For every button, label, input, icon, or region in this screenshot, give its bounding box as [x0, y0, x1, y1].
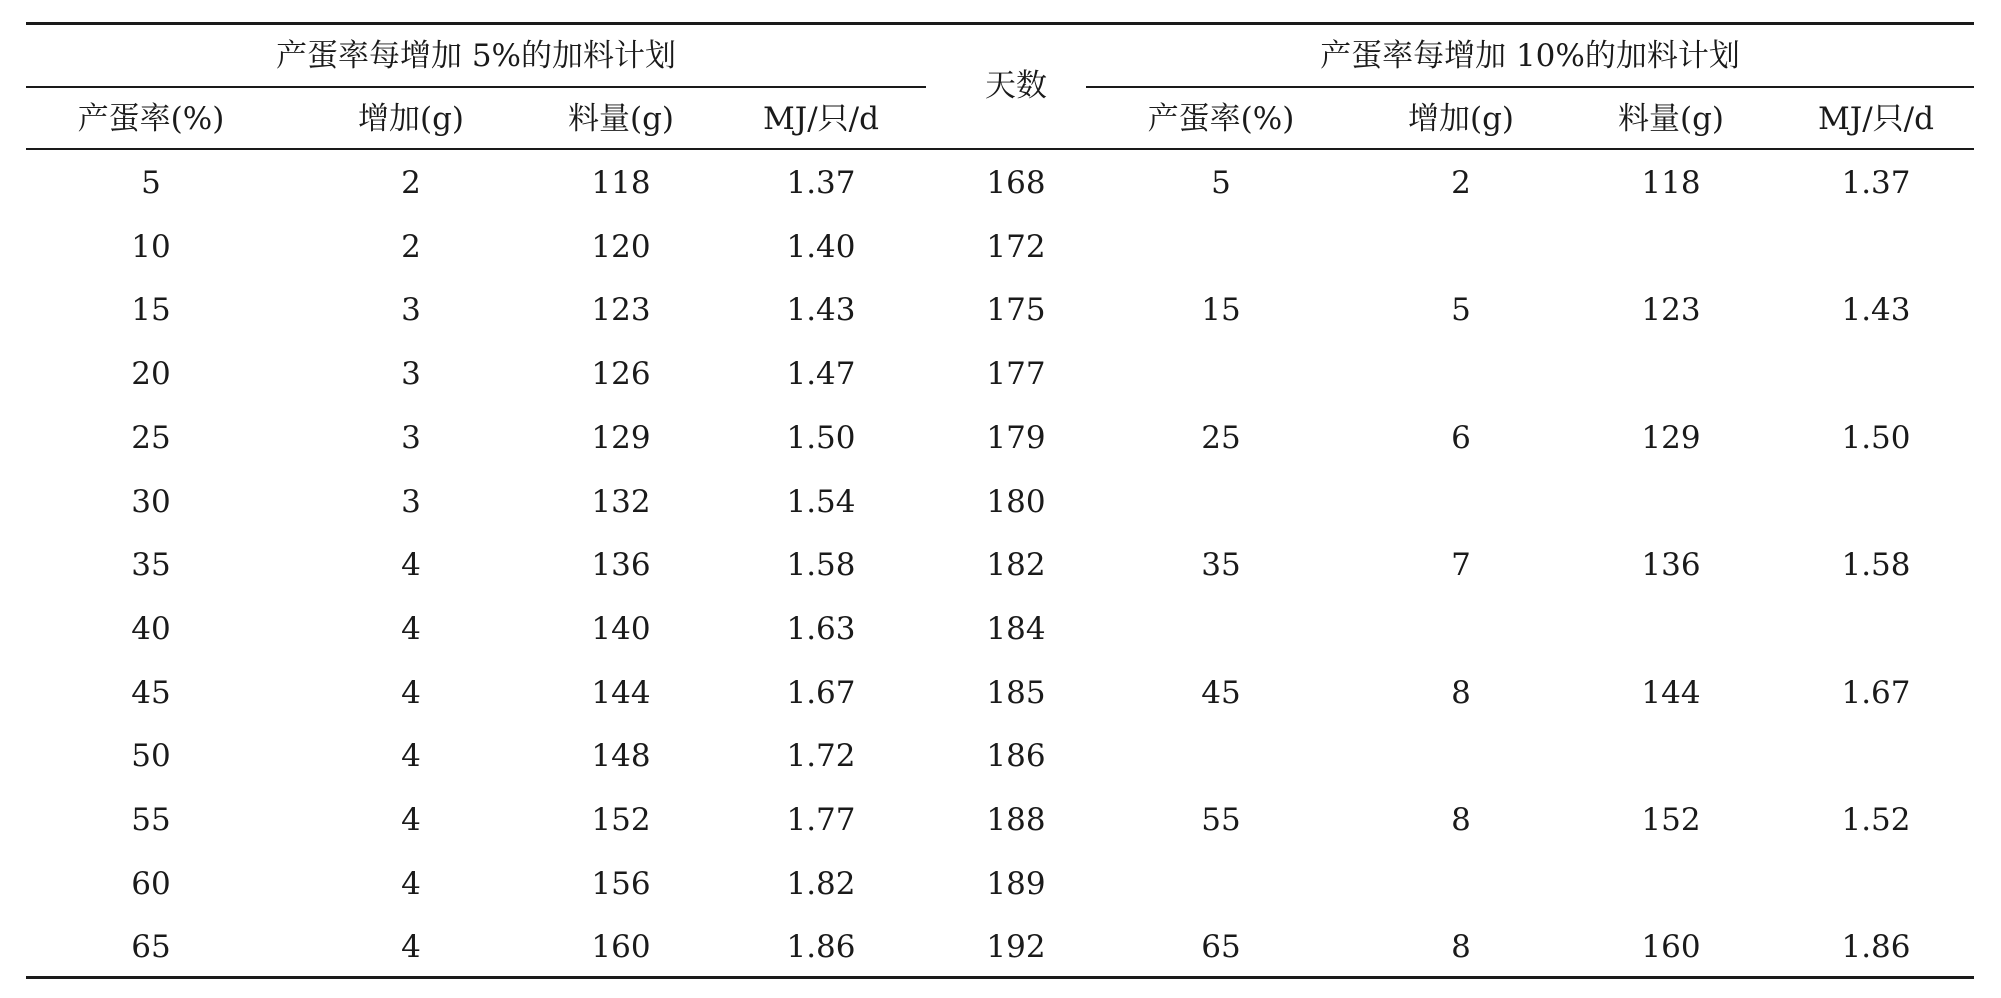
- days-cell: 184: [986, 610, 1046, 647]
- left-energy-cell: 1.67: [786, 674, 856, 711]
- right-feed-cell: [1581, 354, 1761, 394]
- right-increase-cell: [1371, 736, 1551, 776]
- table-row: [0, 927, 2001, 967]
- left-increase-cell: 4: [401, 674, 421, 711]
- left-increase-cell: 3: [401, 292, 421, 329]
- left-energy-cell: 1.40: [786, 228, 856, 265]
- left-col-header-feed: 料量(g): [567, 101, 675, 137]
- left-energy-cell: 1.54: [786, 483, 856, 520]
- table-row: [0, 290, 2001, 330]
- table-row: [0, 545, 2001, 585]
- table-row: [0, 800, 2001, 840]
- right-energy-cell: [1776, 609, 1976, 649]
- right-energy-cell: [1776, 736, 1976, 776]
- left-energy-cell: 1.58: [786, 547, 856, 584]
- right-rate-cell: 5: [1211, 165, 1231, 201]
- right-feed-cell: 160: [1641, 929, 1701, 966]
- left-rate-cell: 50: [131, 738, 171, 775]
- left-feed-cell: 129: [591, 419, 651, 456]
- left-energy-cell: 1.47: [786, 356, 856, 393]
- right-col-header-rate: 产蛋率(%): [1147, 101, 1295, 137]
- right-feed-cell: 123: [1641, 292, 1701, 329]
- right-feed-cell: 144: [1641, 674, 1701, 711]
- days-cell: 180: [986, 483, 1046, 520]
- left-increase-cell: 3: [401, 419, 421, 456]
- right-rate-cell: [1106, 227, 1336, 267]
- left-rate-cell: 65: [131, 929, 171, 966]
- table-row: [0, 673, 2001, 713]
- left-rate-cell: 10: [131, 228, 171, 265]
- left-increase-cell: 4: [401, 547, 421, 584]
- left-increase-cell: 4: [401, 802, 421, 838]
- table-row: [0, 227, 2001, 267]
- days-cell: 185: [986, 674, 1046, 711]
- right-rate-cell: 55: [1201, 802, 1241, 838]
- left-energy-cell: 1.63: [786, 610, 856, 647]
- table-row: [0, 736, 2001, 776]
- left-col-header-increase: 增加(g): [357, 101, 465, 137]
- right-rate-cell: 45: [1201, 674, 1241, 711]
- table-row: [0, 482, 2001, 522]
- left-rate-cell: 45: [131, 674, 171, 711]
- right-increase-cell: [1371, 864, 1551, 904]
- right-feed-cell: [1581, 482, 1761, 522]
- left-increase-cell: 4: [401, 865, 421, 902]
- right-energy-cell: 1.50: [1841, 419, 1911, 456]
- table-row: [0, 864, 2001, 904]
- right-increase-cell: [1371, 354, 1551, 394]
- right-feed-cell: 129: [1641, 419, 1701, 456]
- left-rate-cell: 30: [131, 483, 171, 520]
- table-row: [0, 418, 2001, 458]
- days-cell: 175: [986, 292, 1046, 329]
- left-energy-cell: 1.43: [786, 292, 856, 329]
- right-col-header-energy: MJ/只/d: [1818, 101, 1934, 137]
- left-feed-cell: 123: [591, 292, 651, 329]
- days-cell: 168: [986, 165, 1046, 201]
- left-feed-cell: 152: [591, 802, 651, 838]
- right-energy-cell: 1.67: [1841, 674, 1911, 711]
- left-feed-cell: 148: [591, 738, 651, 775]
- days-cell: 177: [986, 356, 1046, 393]
- left-feed-cell: 126: [591, 356, 651, 393]
- right-feed-cell: [1581, 227, 1761, 267]
- left-increase-cell: 2: [401, 165, 421, 201]
- left-energy-cell: 1.82: [786, 865, 856, 902]
- days-cell: 182: [986, 547, 1046, 584]
- left-feed-cell: 140: [591, 610, 651, 647]
- right-feed-cell: [1581, 864, 1761, 904]
- left-feed-cell: 136: [591, 547, 651, 584]
- right-feed-cell: [1581, 609, 1761, 649]
- left-feed-cell: 160: [591, 929, 651, 966]
- right-energy-cell: [1776, 482, 1976, 522]
- table-row: [0, 163, 2001, 203]
- right-energy-cell: [1776, 864, 1976, 904]
- left-rate-cell: 55: [131, 802, 171, 838]
- left-energy-cell: 1.86: [786, 929, 856, 966]
- right-rate-cell: [1106, 864, 1336, 904]
- left-increase-cell: 4: [401, 610, 421, 647]
- left-energy-cell: 1.50: [786, 419, 856, 456]
- right-col-header-increase: 增加(g): [1407, 101, 1515, 137]
- right-feed-cell: 118: [1641, 165, 1701, 201]
- right-increase-cell: 8: [1451, 929, 1471, 966]
- right-rate-cell: 35: [1201, 547, 1241, 584]
- left-rate-cell: 35: [131, 547, 171, 584]
- table-row: [0, 609, 2001, 649]
- right-rate-cell: [1106, 354, 1336, 394]
- days-cell: 179: [986, 419, 1046, 456]
- days-cell: 189: [986, 865, 1046, 902]
- left-rate-cell: 60: [131, 865, 171, 902]
- left-increase-cell: 4: [401, 738, 421, 775]
- left-group-header: 产蛋率每增加 5%的加料计划: [275, 38, 677, 74]
- left-increase-cell: 3: [401, 356, 421, 393]
- left-rate-cell: 15: [131, 292, 171, 329]
- left-increase-cell: 4: [401, 929, 421, 966]
- left-rate-cell: 40: [131, 610, 171, 647]
- right-energy-cell: 1.43: [1841, 292, 1911, 329]
- right-group-header: 产蛋率每增加 10%的加料计划: [1320, 38, 1740, 74]
- right-feed-cell: 152: [1641, 802, 1701, 838]
- days-cell: 188: [986, 802, 1046, 838]
- left-feed-cell: 118: [591, 165, 651, 201]
- table-row: [0, 354, 2001, 394]
- right-energy-cell: [1776, 354, 1976, 394]
- left-rate-cell: 20: [131, 356, 171, 393]
- left-increase-cell: 2: [401, 228, 421, 265]
- right-increase-cell: 5: [1451, 292, 1471, 329]
- right-increase-cell: [1371, 609, 1551, 649]
- right-energy-cell: 1.37: [1841, 165, 1911, 201]
- left-feed-cell: 120: [591, 228, 651, 265]
- days-header: 天数: [985, 68, 1047, 104]
- right-rate-cell: [1106, 609, 1336, 649]
- right-feed-cell: 136: [1641, 547, 1701, 584]
- days-cell: 192: [986, 929, 1046, 966]
- left-col-header-rate: 产蛋率(%): [77, 101, 225, 137]
- right-increase-cell: [1371, 227, 1551, 267]
- days-cell: 172: [986, 228, 1046, 265]
- right-feed-cell: [1581, 736, 1761, 776]
- right-rate-cell: [1106, 736, 1336, 776]
- right-rate-cell: 65: [1201, 929, 1241, 966]
- left-feed-cell: 132: [591, 483, 651, 520]
- right-energy-cell: 1.58: [1841, 547, 1911, 584]
- left-col-header-energy: MJ/只/d: [763, 101, 879, 137]
- right-increase-cell: [1371, 482, 1551, 522]
- left-energy-cell: 1.72: [786, 738, 856, 775]
- left-increase-cell: 3: [401, 483, 421, 520]
- right-energy-cell: 1.52: [1841, 802, 1911, 838]
- right-rate-cell: 15: [1201, 292, 1241, 329]
- right-increase-cell: 2: [1451, 165, 1471, 201]
- right-energy-cell: [1776, 227, 1976, 267]
- left-feed-cell: 144: [591, 674, 651, 711]
- right-energy-cell: 1.86: [1841, 929, 1911, 966]
- left-energy-cell: 1.37: [786, 165, 856, 201]
- left-energy-cell: 1.77: [786, 802, 856, 838]
- right-increase-cell: 6: [1451, 419, 1471, 456]
- days-cell: 186: [986, 738, 1046, 775]
- right-rate-cell: 25: [1201, 419, 1241, 456]
- right-increase-cell: 8: [1451, 802, 1471, 838]
- right-col-header-feed: 料量(g): [1617, 101, 1725, 137]
- right-increase-cell: 8: [1451, 674, 1471, 711]
- right-increase-cell: 7: [1451, 547, 1471, 584]
- left-feed-cell: 156: [591, 865, 651, 902]
- left-rate-cell: 25: [131, 419, 171, 456]
- right-rate-cell: [1106, 482, 1336, 522]
- left-rate-cell: 5: [141, 165, 161, 201]
